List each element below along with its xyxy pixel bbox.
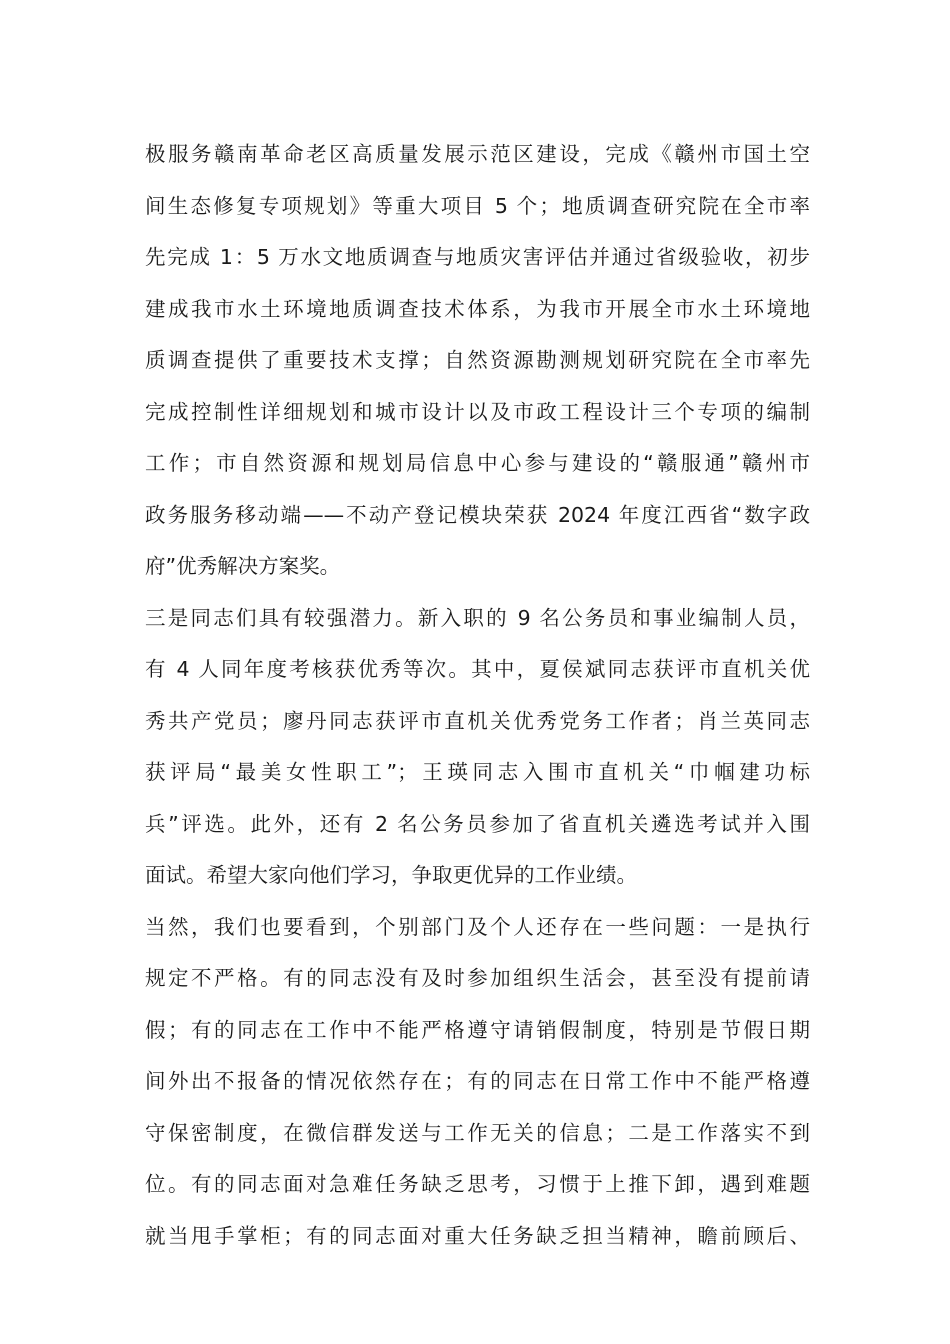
document-body [145,129,810,1262]
text-line: 先完成 1：5 万水文地质调查与地质灾害评估并通过省级验收，初步 [145,245,810,269]
text-line: 位。有的同志面对急难任务缺乏思考，习惯于上推下卸，遇到难题 [145,1172,810,1196]
text-line: 当然，我们也要看到，个别部门及个人还存在一些问题：一是执行 [145,914,810,939]
text-line: 规定不严格。有的同志没有及时参加组织生活会，甚至没有提前请 [145,966,810,990]
text-line: 府”优秀解决方案奖。 [145,554,341,578]
text-line: 秀共产党员；廖丹同志获评市直机关优秀党务工作者；肖兰英同志 [145,708,810,733]
text-line: 三是同志们具有较强潜力。新入职的 9 名公务员和事业编制人员， [145,605,810,630]
paragraph-achievements [145,129,810,593]
text-line: 面试。希望大家向他们学习，争取更优异的工作业绩。 [145,863,637,887]
text-line: 有 4 人同年度考核获优秀等次。其中，夏侯斌同志获评市直机关优 [145,657,810,681]
text-line: 极服务赣南革命老区高质量发展示范区建设，完成《赣州市国土空 [145,142,810,166]
text-line: 就当甩手掌柜；有的同志面对重大任务缺乏担当精神，瞻前顾后、 [145,1223,810,1248]
paragraph-potential [145,593,810,902]
text-line: 假；有的同志在工作中不能严格遵守请销假制度，特别是节假日期 [145,1017,810,1042]
text-line: 政务服务移动端——不动产登记模块荣获 2024 年度江西省“数字政 [145,502,810,527]
text-line: 守保密制度，在微信群发送与工作无关的信息；二是工作落实不到 [145,1120,810,1145]
text-line: 间生态修复专项规划》等重大项目 5 个；地质调查研究院在全市率 [145,193,810,218]
text-line: 质调查提供了重要技术支撑；自然资源勘测规划研究院在全市率先 [145,348,810,372]
text-line: 间外出不报备的情况依然存在；有的同志在日常工作中不能严格遵 [145,1069,810,1093]
text-line: 建成我市水土环境地质调查技术体系，为我市开展全市水土环境地 [145,296,810,321]
text-line: 获评局“最美女性职工”；王瑛同志入围市直机关“巾帼建功标 [145,760,810,784]
text-line: 完成控制性详细规划和城市设计以及市政工程设计三个专项的编制 [145,399,810,424]
paragraph-problems [145,902,810,1263]
text-line: 兵”评选。此外，还有 2 名公务员参加了省直机关遴选考试并入围 [145,811,810,836]
text-line: 工作；市自然资源和规划局信息中心参与建设的“赣服通”赣州市 [145,451,810,475]
